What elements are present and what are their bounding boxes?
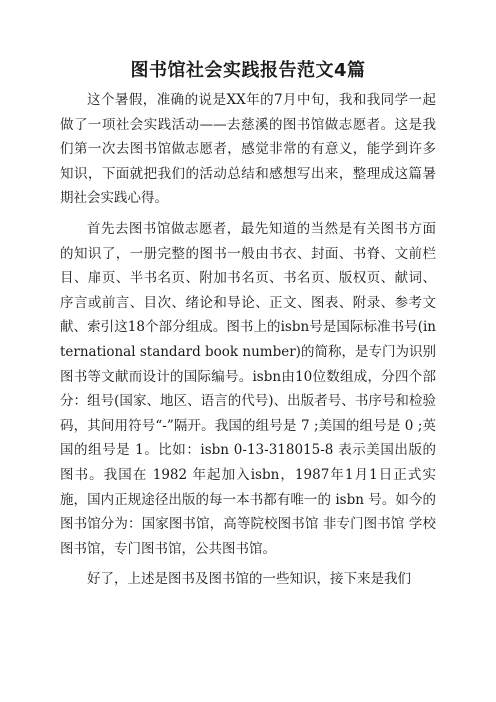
paragraph-transition: 好了，上述是图书及图书馆的一些知识，接下来是我们 [87,571,411,588]
document-page [60,58,436,598]
paragraph-intro: 这个暑假，准确的说是XX年的7月中旬，我和我同学一起做了一项社会实践活动——去慈溪的图书馆做志愿者。这是我们第一次去图书馆做志愿者，感觉非常的有意义，能学到许多知识，下面就把我们的活动总结和感想写出来，整理成这篇暑期社会实践心得。 [60,92,436,207]
paragraph-book-knowledge: 首先去图书馆做志愿者，最先知道的当然是有关图书方面的知识了，一册完整的图书一般由书衣、封面、书脊、文前栏目、扉页、半书名页、附加书名页、书名页、版权页、献词、序言或前言、目次、绪论和导论、正文、图表、附录、参考文献、索引这18个部分组成。图书上的isbn号是国际标准书号(international standard book number)的简称，是专门为识别图书等文献而设计的国际编号。isbn由10位数组成，分四个部分：组号(国家、地区、语言的代号)、出版者号、书序号和检验码，其间用符号“-”隔开。我国的组号是 7 ;美国的组号是 0 ;英国的组号是 1。比如：isbn 0-13-318015-8 表示美国出版的图书。我国在 1982 年起加入isbn，1987年1月1日正式实施，国内正规途径出版的每一本书都有唯一的 isbn 号。如今的图书馆分为：国家图书馆，高等院校图书馆 非专门图书馆 学校图书馆，专门图书馆，公共图书馆。 [60,220,436,557]
document-title: 图书馆社会实践报告范文4篇 [130,60,366,81]
